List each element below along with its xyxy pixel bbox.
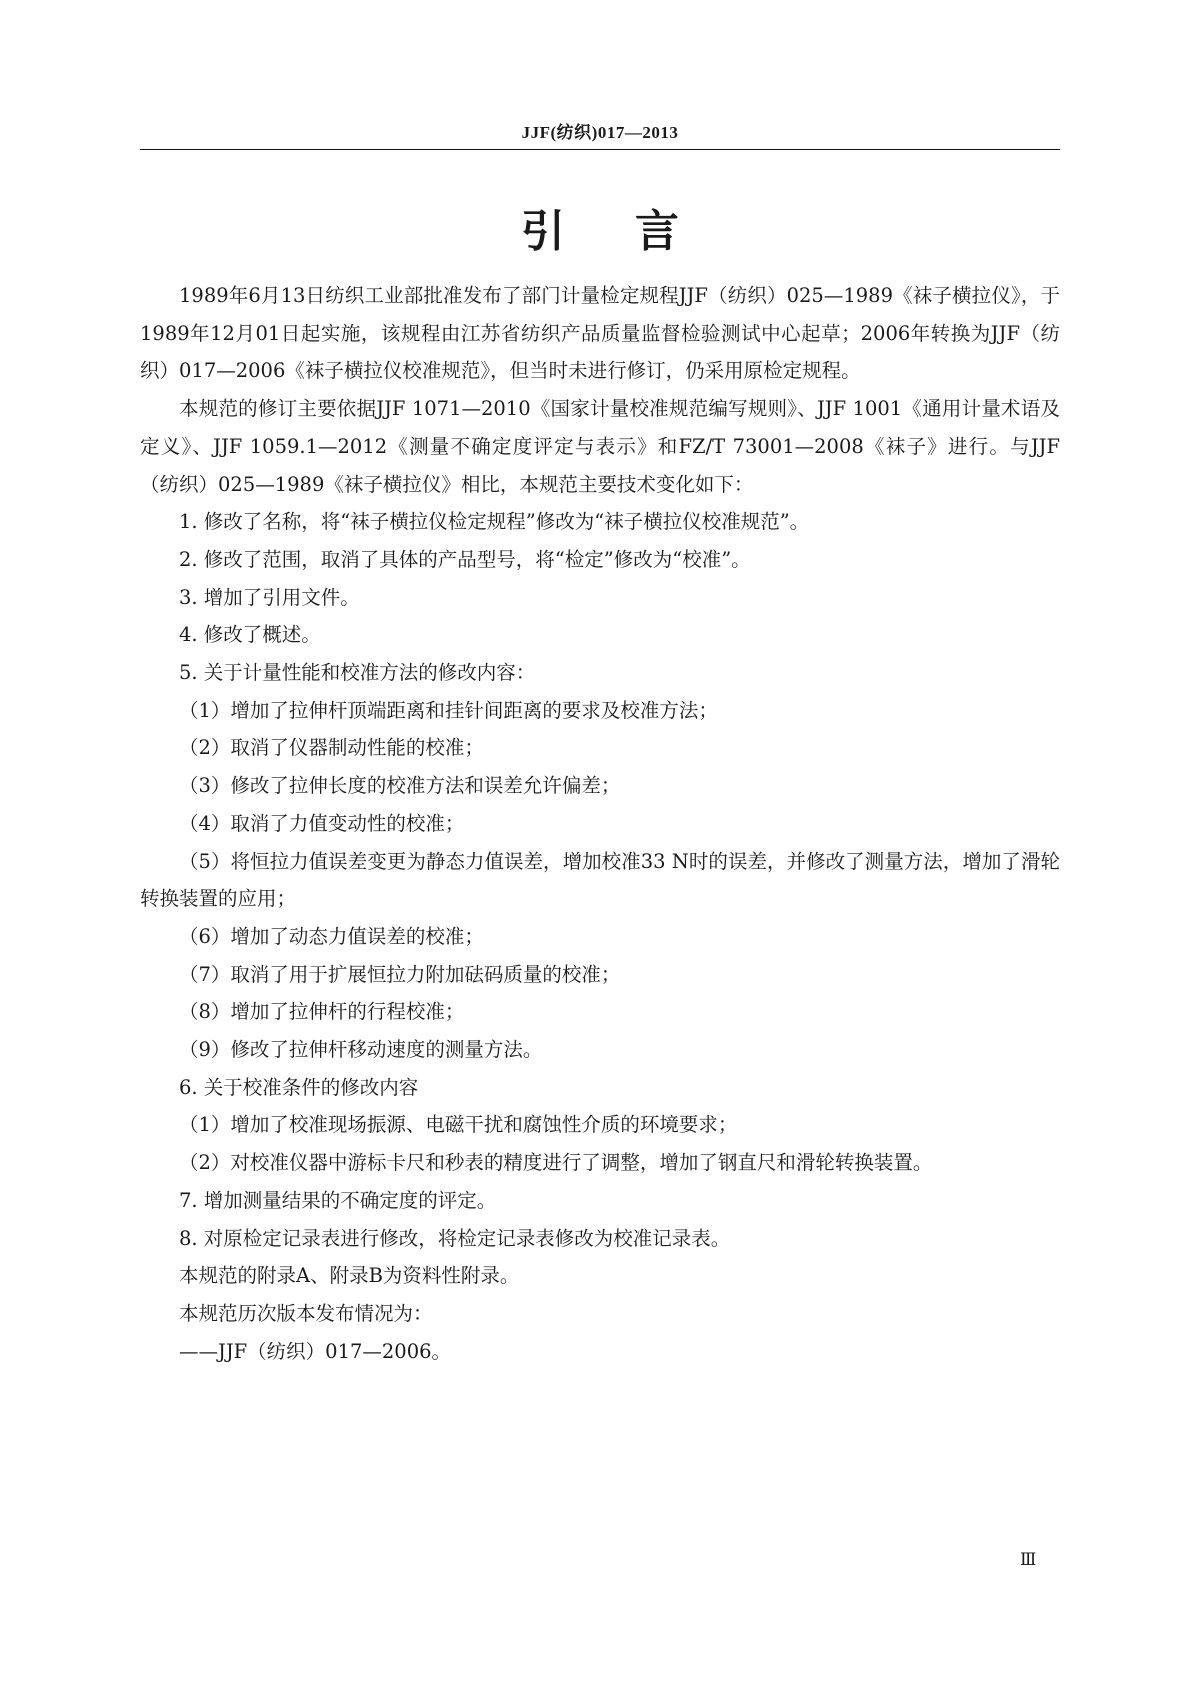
list-item: 6. 关于校准条件的修改内容 <box>179 1075 419 1099</box>
sub-list-item: （8）增加了拉伸杆的行程校准； <box>179 1000 465 1024</box>
list-item: 2. 修改了范围，取消了具体的产品型号，将“检定”修改为“校准”。 <box>179 547 751 571</box>
sub-list-item: （5）将恒拉力值误差变更为静态力值误差，增加校准33 N时的误差，并修改了测量方法，增加了滑轮转换装置的应用； <box>140 849 1060 911</box>
sub-list-item: （7）取消了用于扩展恒拉力附加砝码质量的校准； <box>179 962 621 986</box>
sub-list-item: （1）增加了拉伸杆顶端距离和挂针间距离的要求及校准方法； <box>179 698 718 722</box>
sub-list-item: （6）增加了动态力值误差的校准； <box>179 924 484 948</box>
paragraph: 1989年6月13日纺织工业部批准发布了部门计量检定规程JJF（纺织）025—1989《袜子横拉仪》，于1989年12月01日起实施，该规程由江苏省纺织产品质量监督检验测试中心起草；2006年转换为JJF（纺织）017—2006《袜子横拉仪校准规范》，但当时未进行修订，仍采用原检定规程。 <box>140 284 1060 383</box>
paragraph: 本规范的附录A、附录B为资料性附录。 <box>179 1264 520 1288</box>
page-title: 引言 <box>521 206 749 257</box>
sub-list-item: （1）增加了校准现场振源、电磁干扰和腐蚀性介质的环境要求； <box>179 1113 738 1137</box>
header-rule <box>140 149 1060 150</box>
paragraph: ——JJF（纺织）017—2006。 <box>179 1339 452 1363</box>
sub-list-item: （9）修改了拉伸杆移动速度的测量方法。 <box>179 1038 543 1062</box>
paragraph: 本规范历次版本发布情况为： <box>179 1301 433 1325</box>
body-text <box>140 277 1060 1370</box>
list-item: 7. 增加测量结果的不确定度的评定。 <box>179 1188 497 1212</box>
list-item: 5. 关于计量性能和校准方法的修改内容： <box>179 661 536 685</box>
sub-list-item: （2）对校准仪器中游标卡尺和秒表的精度进行了调整，增加了钢直尺和滑轮转换装置。 <box>179 1151 933 1175</box>
sub-list-item: （2）取消了仪器制动性能的校准； <box>179 736 484 760</box>
sub-list-item: （3）修改了拉伸长度的校准方法和误差允许偏差； <box>179 774 621 798</box>
list-item: 8. 对原检定记录表进行修改，将检定记录表修改为校准记录表。 <box>179 1226 731 1250</box>
list-item: 1. 修改了名称，将“袜子横拉仪检定规程”修改为“袜子横拉仪校准规范”。 <box>179 510 810 534</box>
list-item: 3. 增加了引用文件。 <box>179 585 360 609</box>
sub-list-item: （4）取消了力值变动性的校准； <box>179 811 465 835</box>
running-header: JJF(纺织)017—2013 <box>521 123 679 142</box>
page-number: Ⅲ <box>1020 1550 1037 1569</box>
paragraph: 本规范的修订主要依据JJF 1071—2010《国家计量校准规范编写规则》、JJF 1001《通用计量术语及定义》、JJF 1059.1—2012《测量不确定度评定与表示》和FZ/T 73001—2008《袜子》进行。与JJF（纺织）025—1989《袜子横拉仪》相比，本规范主要技术变化如下： <box>140 397 1060 496</box>
list-item: 4. 修改了概述。 <box>179 623 321 647</box>
